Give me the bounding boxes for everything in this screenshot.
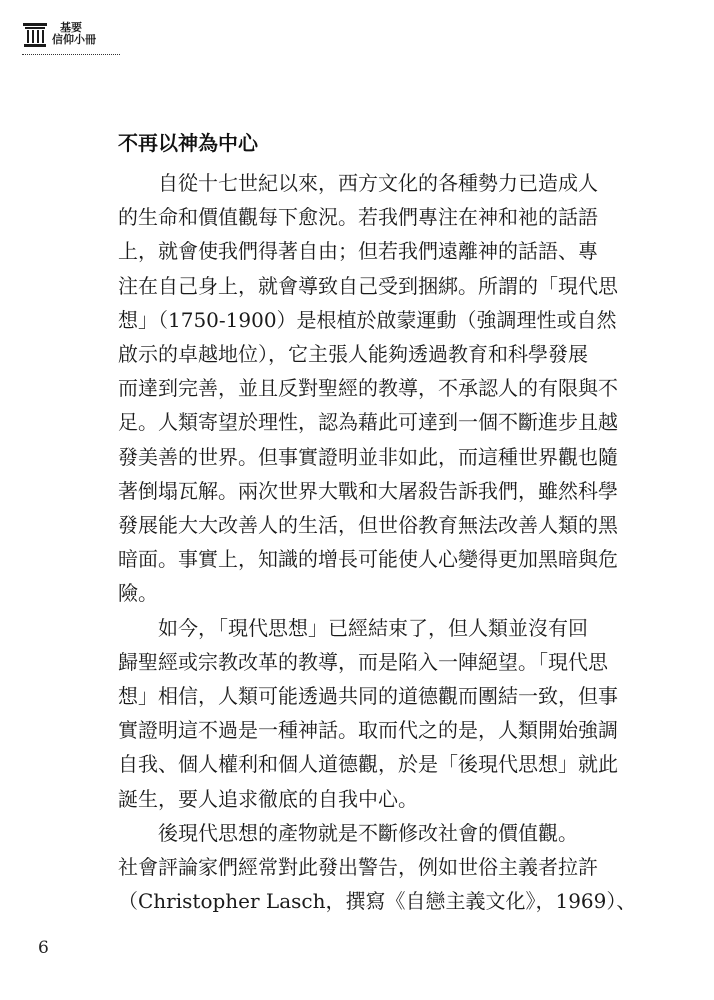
text-line: 自從十七世紀以來，西方文化的各種勢力已造成人 (158, 171, 598, 195)
text-line: 險。 (118, 581, 158, 606)
text-line: 後現代思想的產物就是不斷修改社會的價值觀。 (158, 820, 578, 845)
paragraph (118, 166, 618, 611)
text-line: 如今，「現代思想」已經結束了，但人類並沒有回 (158, 615, 588, 640)
text-line: 歸聖經或宗教改革的教導，而是陷入一陣絕望。「現代思 (118, 649, 608, 674)
body-text (118, 166, 637, 918)
text-line: 實證明這不過是一種神話。取而代之的是，人類開始強調 (118, 718, 618, 743)
header-dotted-rule (22, 54, 120, 55)
text-line: 的生命和價值觀每下愈況。若我們專注在神和祂的話語 (118, 205, 598, 230)
pillar-logo-icon (22, 22, 48, 48)
brand-line-2: 信仰小冊 (52, 33, 96, 46)
text-line: 社會評論家們經常對此發出警告，例如世俗主義者拉許 (118, 855, 598, 880)
text-line: 而達到完善，並且反對聖經的教導，不承認人的有限與不 (118, 376, 618, 401)
page-number: 6 (38, 938, 49, 958)
text-line: 注在自己身上，就會導致自己受到捆綁。所謂的「現代思 (118, 273, 618, 298)
text-line: 著倒塌瓦解。兩次世界大戰和大屠殺告訴我們，雖然科學 (118, 478, 618, 503)
text-line: 想」（1750-1900）是根植於啟蒙運動（強調理性或自然 (118, 307, 617, 332)
paragraph (118, 611, 618, 816)
brand-line-1: 基要 (60, 21, 82, 34)
page-body (118, 126, 637, 918)
text-line: 自我、個人權利和個人道德觀，於是「後現代思想」就此 (118, 752, 618, 777)
text-line: 想」相信，人類可能透過共同的道德觀而團結一致，但事 (118, 684, 618, 709)
text-line: 上，就會使我們得著自由；但若我們遠離神的話語、專 (118, 239, 598, 264)
text-line: 暗面。事實上，知識的增長可能使人心變得更加黑暗與危 (118, 547, 618, 572)
text-line: 誕生，要人追求徹底的自我中心。 (118, 786, 418, 811)
series-brand (52, 22, 96, 46)
paragraph (118, 816, 637, 919)
text-line: 發展能大大改善人的生活，但世俗教育無法改善人類的黑 (118, 513, 618, 538)
text-line: （Christopher Lasch，撰寫《自戀主義文化》，1969）、 (118, 889, 637, 914)
text-line: 發美善的世界。但事實證明並非如此，而這種世界觀也隨 (118, 444, 618, 469)
running-header (22, 20, 122, 60)
section-title: 不再以神為中心 (118, 131, 258, 155)
text-line: 啟示的卓越地位），它主張人能夠透過教育和科學發展 (118, 342, 588, 367)
text-line: 足。人類寄望於理性，認為藉此可達到一個不斷進步且越 (118, 410, 618, 435)
